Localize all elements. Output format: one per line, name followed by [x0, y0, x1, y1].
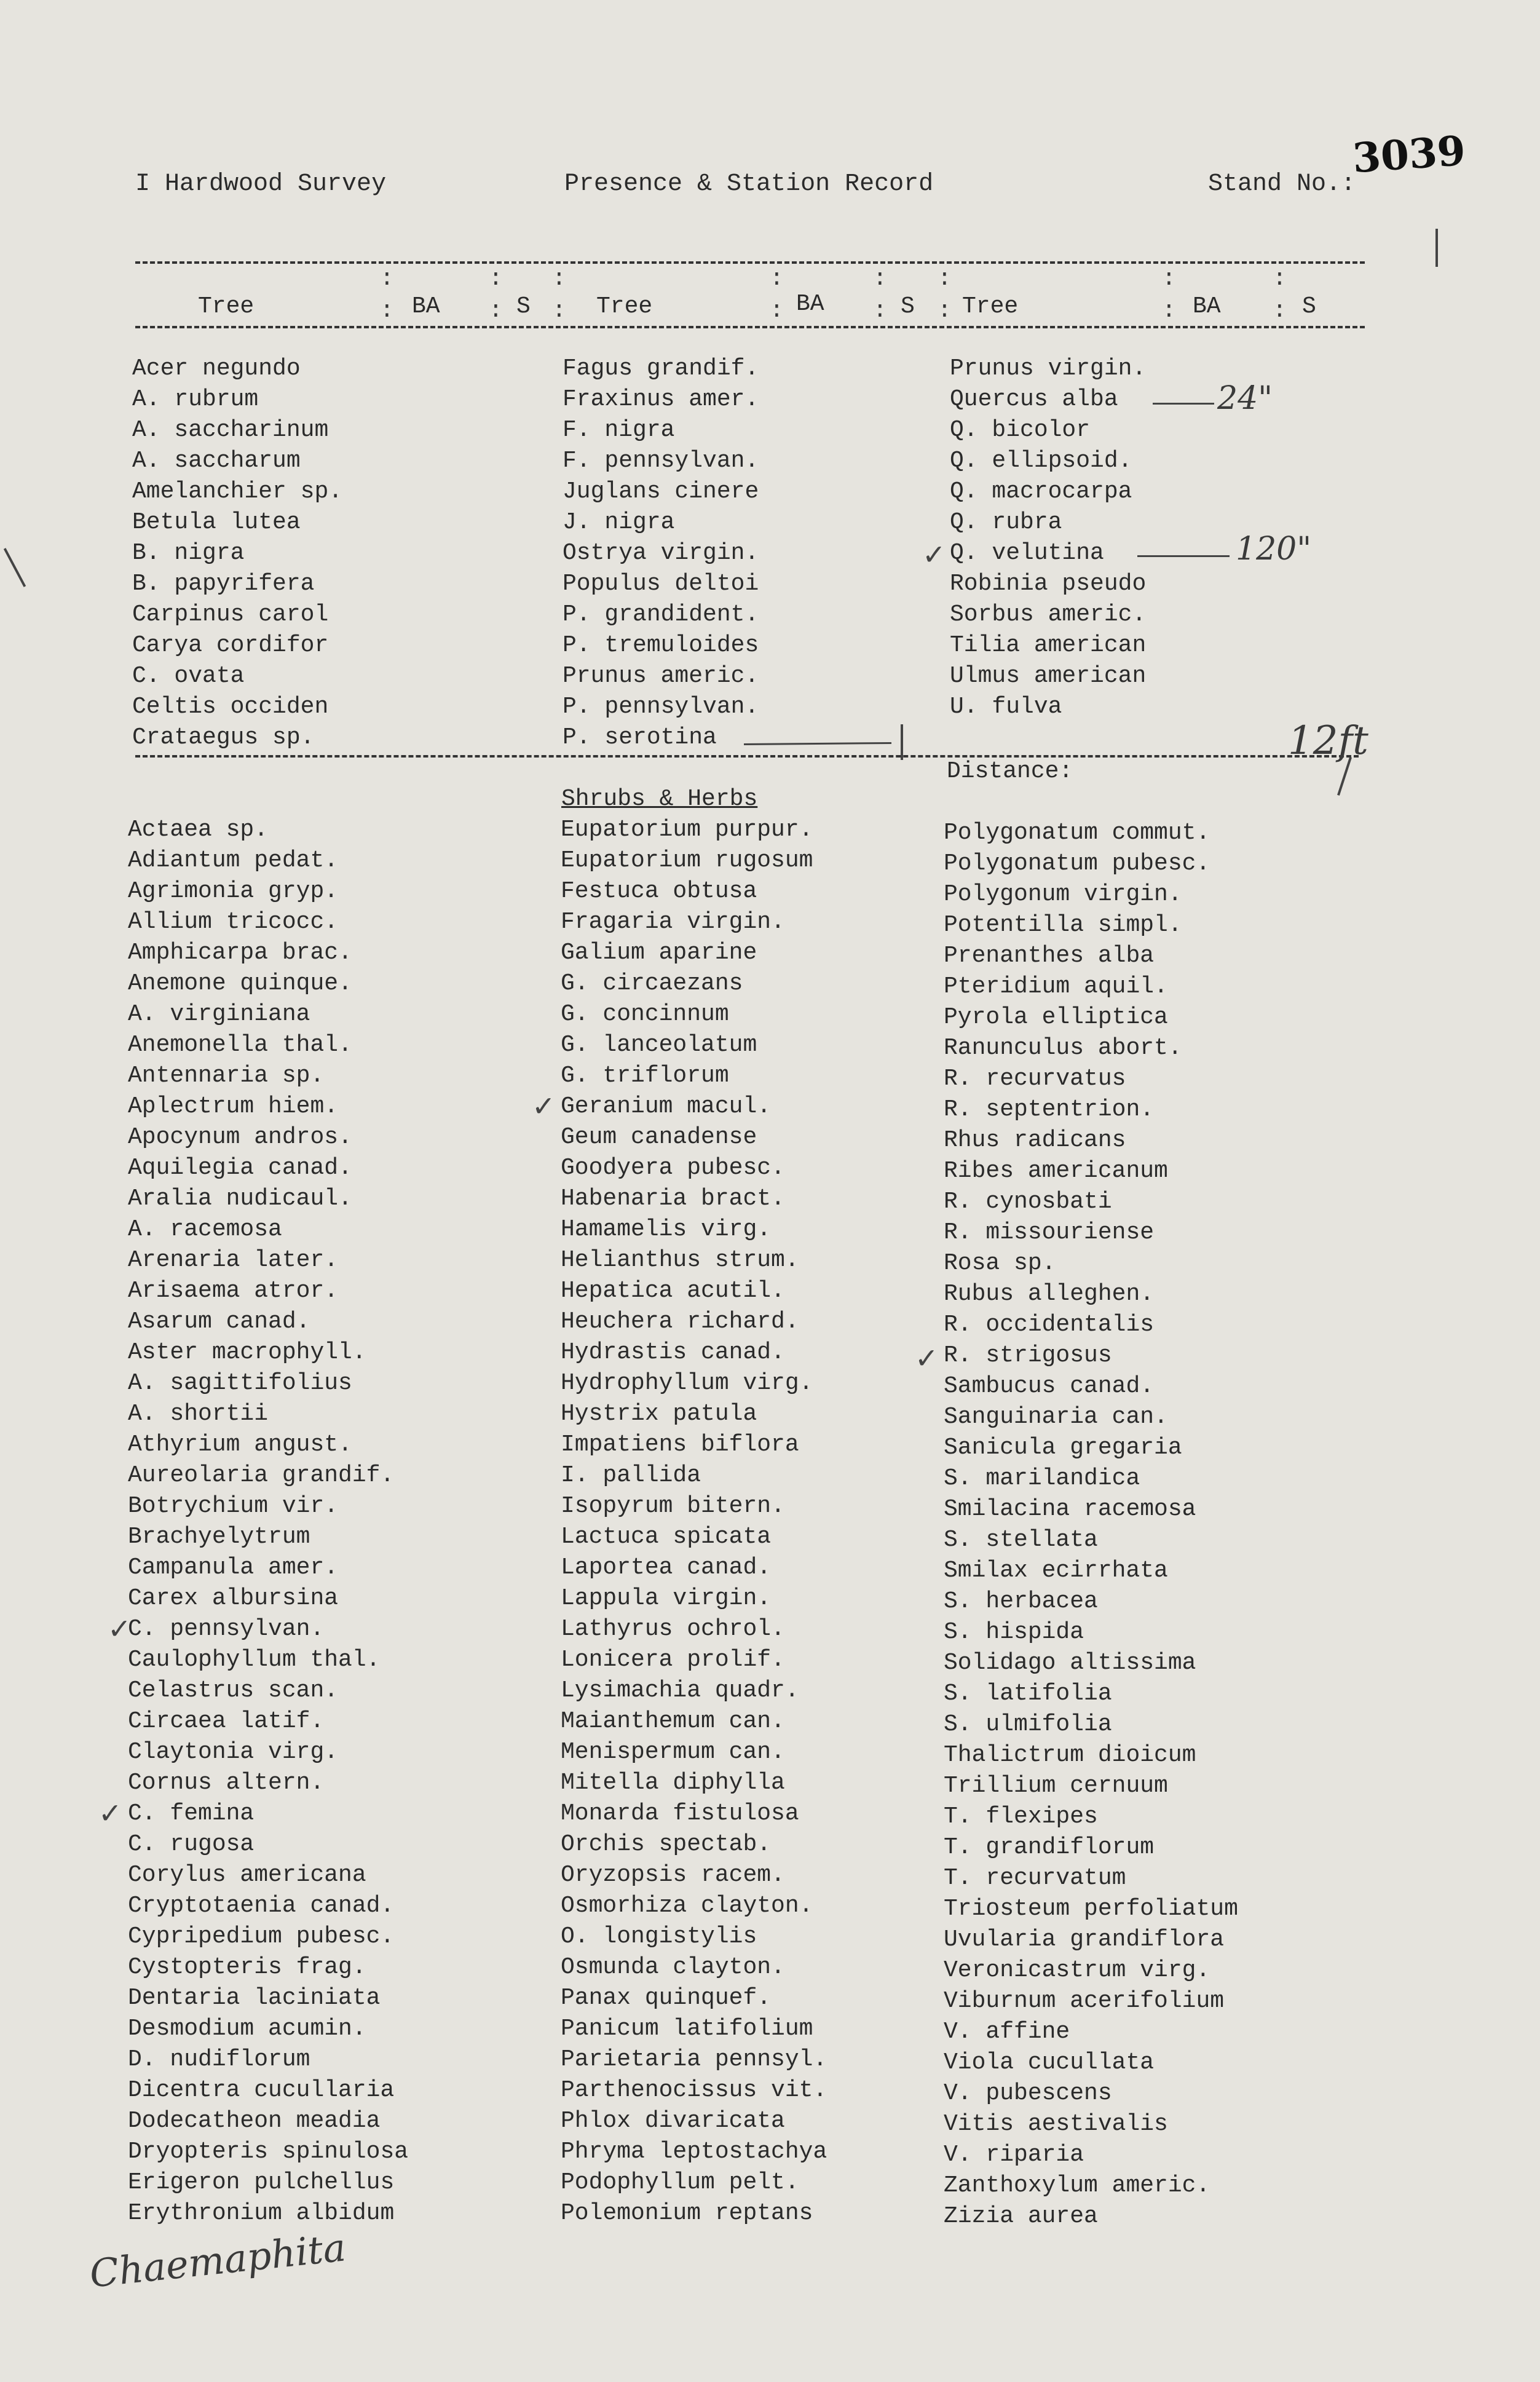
- list-item: Trillium cernuum: [944, 1773, 1168, 1799]
- list-item: Anemonella thal.: [128, 1032, 352, 1058]
- list-item: Hepatica acutil.: [561, 1278, 785, 1304]
- list-item: Festuca obtusa: [561, 878, 757, 904]
- list-item: Cystopteris frag.: [128, 1954, 366, 1980]
- header-colons: : :: [1273, 266, 1287, 324]
- col-header-tree-1: Tree: [198, 293, 255, 320]
- list-item: Podophyllum pelt.: [561, 2169, 799, 2196]
- list-item: Lonicera prolif.: [561, 1647, 785, 1673]
- list-item: A. shortii: [128, 1401, 269, 1427]
- list-item: R. septentrion.: [944, 1096, 1155, 1123]
- pencil-tick-mark: [1435, 229, 1438, 267]
- list-item: Athyrium angust.: [128, 1431, 352, 1458]
- list-item: Polygonatum pubesc.: [944, 850, 1210, 877]
- list-item: R. recurvatus: [944, 1066, 1126, 1092]
- list-item: Sanguinaria can.: [944, 1404, 1168, 1430]
- bottom-handwritten-note: Chaemaphita: [87, 2225, 348, 2297]
- list-item: Ranunculus abort.: [944, 1035, 1182, 1061]
- list-item: Populus deltoi: [563, 571, 759, 597]
- list-item: Hamamelis virg.: [561, 1216, 772, 1243]
- list-item: Aster macrophyll.: [128, 1339, 366, 1366]
- list-item: Dryopteris spinulosa: [128, 2139, 409, 2165]
- list-item: Geum canadense: [561, 1124, 757, 1150]
- list-item: Mitella diphylla: [561, 1770, 785, 1796]
- col-header-tree-2: Tree: [596, 293, 653, 320]
- list-item: Zizia aurea: [944, 2203, 1098, 2230]
- stand-number: 3039: [1351, 126, 1467, 183]
- list-item: Zanthoxylum americ.: [944, 2172, 1210, 2199]
- list-item: Helianthus strum.: [561, 1247, 799, 1273]
- list-item: Pyrola elliptica: [944, 1004, 1168, 1031]
- list-item: Ribes americanum: [944, 1158, 1168, 1184]
- list-item: U. fulva: [950, 694, 1062, 720]
- list-item: C. pennsylvan.: [128, 1616, 325, 1642]
- list-item: Polygonatum commut.: [944, 820, 1210, 846]
- list-item: Sanicula gregaria: [944, 1434, 1182, 1461]
- list-item: Lathyrus ochrol.: [561, 1616, 785, 1642]
- list-item: Amelanchier sp.: [132, 478, 343, 505]
- list-item: Fagus grandif.: [563, 355, 759, 382]
- list-item: Brachyelytrum: [128, 1524, 310, 1550]
- list-item: Prunus virgin.: [950, 355, 1147, 382]
- header-colons: : :: [873, 266, 887, 324]
- stand-label: Stand No.:: [1208, 170, 1356, 198]
- list-item: Anemone quinque.: [128, 970, 352, 997]
- list-item: P. serotina: [563, 724, 717, 751]
- list-item: R. strigosus: [944, 1342, 1112, 1369]
- list-item: Veronicastrum virg.: [944, 1957, 1210, 1984]
- list-item: Q. bicolor: [950, 417, 1091, 443]
- list-item: Aralia nudicaul.: [128, 1185, 352, 1212]
- geranium-check-icon: ✓: [532, 1090, 556, 1123]
- list-item: T. flexipes: [944, 1803, 1098, 1830]
- list-item: F. nigra: [563, 417, 675, 443]
- list-item: B. nigra: [132, 540, 245, 566]
- list-item: Celtis occiden: [132, 694, 329, 720]
- list-item: Panax quinquef.: [561, 1985, 772, 2011]
- list-item: I. pallida: [561, 1462, 701, 1489]
- list-item: Phryma leptostachya: [561, 2139, 827, 2165]
- list-item: Oryzopsis racem.: [561, 1862, 785, 1888]
- record-title: Presence & Station Record: [564, 170, 934, 198]
- list-item: Menispermum can.: [561, 1739, 785, 1765]
- header-colons: : :: [770, 266, 784, 324]
- list-item: Quercus alba: [950, 386, 1118, 413]
- list-item: Ulmus american: [950, 663, 1147, 689]
- list-item: Solidago altissima: [944, 1650, 1196, 1676]
- list-item: O. longistylis: [561, 1923, 757, 1950]
- list-item: Maianthemum can.: [561, 1708, 785, 1735]
- list-item: Cornus altern.: [128, 1770, 325, 1796]
- list-item: Parthenocissus vit.: [561, 2077, 827, 2103]
- velutina-size-line: [1137, 555, 1230, 557]
- list-item: Carex albursina: [128, 1585, 339, 1612]
- col-header-ba-2: BA: [796, 291, 824, 317]
- list-item: Juglans cinere: [563, 478, 759, 505]
- list-item: A. virginiana: [128, 1001, 310, 1027]
- list-item: Polygonum virgin.: [944, 881, 1182, 908]
- femina-check-icon: ✓: [98, 1797, 122, 1830]
- col-header-tree-3: Tree: [962, 293, 1019, 320]
- list-item: Campanula amer.: [128, 1554, 339, 1581]
- list-item: Polemonium reptans: [561, 2200, 813, 2226]
- list-item: Prunus americ.: [563, 663, 759, 689]
- section-divider: [135, 755, 1359, 758]
- list-item: Thalictrum dioicum: [944, 1742, 1196, 1768]
- list-item: A. saccharum: [132, 448, 301, 474]
- header-rule-bottom: [135, 326, 1365, 328]
- list-item: G. lanceolatum: [561, 1032, 757, 1058]
- list-item: Circaea latif.: [128, 1708, 325, 1735]
- list-item: Cypripedium pubesc.: [128, 1923, 395, 1950]
- tree-list-col-2: [563, 354, 759, 753]
- list-item: Tilia american: [950, 632, 1147, 659]
- col-header-ba-1: BA: [412, 293, 440, 320]
- list-item: D. nudiflorum: [128, 2046, 310, 2073]
- list-item: Orchis spectab.: [561, 1831, 772, 1858]
- list-item: Fraxinus amer.: [563, 386, 759, 413]
- list-item: Apocynum andros.: [128, 1124, 352, 1150]
- list-item: Eupatorium rugosum: [561, 847, 813, 874]
- list-item: Sambucus canad.: [944, 1373, 1155, 1399]
- list-item: Antennaria sp.: [128, 1062, 325, 1089]
- col-header-s-1: S: [516, 293, 531, 320]
- list-item: R. occidentalis: [944, 1312, 1155, 1338]
- list-item: Osmunda clayton.: [561, 1954, 785, 1980]
- list-item: V. pubescens: [944, 2080, 1112, 2107]
- list-item: Lysimachia quadr.: [561, 1677, 799, 1704]
- shrubs-herbs-title: Shrubs & Herbs: [561, 786, 758, 812]
- list-item: Rubus alleghen.: [944, 1281, 1155, 1307]
- list-item: Fragaria virgin.: [561, 909, 785, 935]
- list-item: Carya cordifor: [132, 632, 329, 659]
- serotina-line: [744, 742, 891, 745]
- list-item: S. marilandica: [944, 1465, 1140, 1492]
- list-item: Goodyera pubesc.: [561, 1155, 785, 1181]
- list-item: Pteridium aquil.: [944, 973, 1168, 1000]
- header-rule-top: [135, 261, 1365, 264]
- list-item: Crataegus sp.: [132, 724, 315, 751]
- list-item: A. racemosa: [128, 1216, 282, 1243]
- list-item: Arisaema atror.: [128, 1278, 339, 1304]
- list-item: S. ulmifolia: [944, 1711, 1112, 1738]
- strigosus-check-icon: ✓: [915, 1342, 939, 1375]
- list-item: T. grandiflorum: [944, 1834, 1155, 1861]
- list-item: Phlox divaricata: [561, 2108, 785, 2134]
- list-item: Viola cucullata: [944, 2049, 1155, 2076]
- list-item: Hystrix patula: [561, 1401, 757, 1427]
- survey-title: I Hardwood Survey: [135, 170, 387, 198]
- list-item: Agrimonia gryp.: [128, 878, 339, 904]
- list-item: Galium aparine: [561, 940, 757, 966]
- list-item: Aureolaria grandif.: [128, 1462, 395, 1489]
- list-item: Aquilegia canad.: [128, 1155, 352, 1181]
- distance-label: Distance:: [947, 758, 1073, 785]
- list-item: J. nigra: [563, 509, 675, 536]
- list-item: Q. velutina: [950, 540, 1104, 566]
- list-item: F. pennsylvan.: [563, 448, 759, 474]
- margin-pencil-mark: [4, 548, 26, 587]
- list-item: Habenaria bract.: [561, 1185, 785, 1212]
- list-item: G. concinnum: [561, 1001, 729, 1027]
- list-item: Uvularia grandiflora: [944, 1926, 1225, 1953]
- list-item: Geranium macul.: [561, 1093, 772, 1120]
- list-item: Lactuca spicata: [561, 1524, 772, 1550]
- distance-value: 12ft: [1288, 718, 1368, 764]
- list-item: G. triflorum: [561, 1062, 729, 1089]
- list-item: Caulophyllum thal.: [128, 1647, 381, 1673]
- col-header-s-2: S: [901, 293, 915, 320]
- header-colons: : :: [552, 266, 566, 324]
- list-item: Prenanthes alba: [944, 943, 1155, 969]
- list-item: Vitis aestivalis: [944, 2111, 1168, 2137]
- list-item: V. affine: [944, 2019, 1070, 2045]
- list-item: Rosa sp.: [944, 1250, 1056, 1276]
- tree-list-col-1: [132, 354, 342, 753]
- list-item: Parietaria pennsyl.: [561, 2046, 827, 2073]
- list-item: Rhus radicans: [944, 1127, 1126, 1153]
- list-item: Laportea canad.: [561, 1554, 772, 1581]
- list-item: Erythronium albidum: [128, 2200, 395, 2226]
- tree-list-col-3: [950, 354, 1146, 722]
- list-item: Hydrastis canad.: [561, 1339, 785, 1366]
- list-item: A. saccharinum: [132, 417, 329, 443]
- list-item: Smilacina racemosa: [944, 1496, 1196, 1522]
- list-item: R. missouriense: [944, 1219, 1155, 1246]
- header-colons: : :: [1162, 266, 1176, 324]
- list-item: Arenaria later.: [128, 1247, 339, 1273]
- velutina-check-icon: ✓: [922, 538, 946, 571]
- list-item: Q. ellipsoid.: [950, 448, 1132, 474]
- list-item: Betula lutea: [132, 509, 301, 536]
- list-item: Eupatorium purpur.: [561, 817, 813, 843]
- list-item: Amphicarpa brac.: [128, 940, 352, 966]
- list-item: S. herbacea: [944, 1588, 1098, 1615]
- list-item: Viburnum acerifolium: [944, 1988, 1225, 2014]
- list-item: P. grandident.: [563, 601, 759, 628]
- list-item: Botrychium vir.: [128, 1493, 339, 1519]
- list-item: Monarda fistulosa: [561, 1800, 799, 1827]
- list-item: Isopyrum bitern.: [561, 1493, 785, 1519]
- list-item: S. stellata: [944, 1527, 1098, 1553]
- header-colons: : :: [489, 266, 503, 324]
- list-item: V. riparia: [944, 2142, 1084, 2168]
- list-item: Hydrophyllum virg.: [561, 1370, 813, 1396]
- list-item: P. pennsylvan.: [563, 694, 759, 720]
- list-item: Aplectrum hiem.: [128, 1093, 339, 1120]
- list-item: Allium tricocc.: [128, 909, 339, 935]
- list-item: B. papyrifera: [132, 571, 315, 597]
- list-item: Erigeron pulchellus: [128, 2169, 395, 2196]
- list-item: S. hispida: [944, 1619, 1084, 1645]
- list-item: C. femina: [128, 1800, 255, 1827]
- list-item: Q. macrocarpa: [950, 478, 1132, 505]
- list-item: Q. rubra: [950, 509, 1062, 536]
- pennsylvan-check-icon: ✓: [108, 1612, 132, 1645]
- velutina-size-note: 120": [1236, 531, 1312, 568]
- list-item: Lappula virgin.: [561, 1585, 772, 1612]
- list-item: G. circaezans: [561, 970, 743, 997]
- list-item: Desmodium acumin.: [128, 2016, 366, 2042]
- list-item: Actaea sp.: [128, 817, 269, 843]
- list-item: Robinia pseudo: [950, 571, 1147, 597]
- list-item: Sorbus americ.: [950, 601, 1147, 628]
- list-item: Claytonia virg.: [128, 1739, 339, 1765]
- list-item: T. recurvatum: [944, 1865, 1126, 1891]
- alba-size-note: 24": [1217, 380, 1273, 417]
- list-item: A. rubrum: [132, 386, 259, 413]
- list-item: Dentaria laciniata: [128, 1985, 381, 2011]
- list-item: Acer negundo: [132, 355, 301, 382]
- list-item: Heuchera richard.: [561, 1308, 799, 1335]
- herb-list-col-2: [561, 815, 827, 2229]
- list-item: Potentilla simpl.: [944, 912, 1182, 938]
- list-item: Adiantum pedat.: [128, 847, 339, 874]
- header-colons: : :: [938, 266, 952, 324]
- list-item: Ostrya virgin.: [563, 540, 759, 566]
- list-item: Asarum canad.: [128, 1308, 310, 1335]
- list-item: Dicentra cucullaria: [128, 2077, 395, 2103]
- list-item: R. cynosbati: [944, 1189, 1112, 1215]
- list-item: Smilax ecirrhata: [944, 1557, 1168, 1584]
- col-header-ba-3: BA: [1193, 293, 1221, 320]
- header-colons: : :: [380, 266, 394, 324]
- list-item: Osmorhiza clayton.: [561, 1893, 813, 1919]
- list-item: Triosteum perfoliatum: [944, 1896, 1238, 1922]
- list-item: Celastrus scan.: [128, 1677, 339, 1704]
- alba-size-line: [1153, 403, 1214, 405]
- list-item: Impatiens biflora: [561, 1431, 799, 1458]
- list-item: Panicum latifolium: [561, 2016, 813, 2042]
- list-item: S. latifolia: [944, 1680, 1112, 1707]
- herb-list-col-3: [944, 818, 1238, 2232]
- list-item: Cryptotaenia canad.: [128, 1893, 395, 1919]
- list-item: A. sagittifolius: [128, 1370, 352, 1396]
- list-item: C. rugosa: [128, 1831, 255, 1858]
- list-item: Carpinus carol: [132, 601, 329, 628]
- list-item: C. ovata: [132, 663, 245, 689]
- list-item: Dodecatheon meadia: [128, 2108, 381, 2134]
- list-item: Corylus americana: [128, 1862, 366, 1888]
- list-item: P. tremuloides: [563, 632, 759, 659]
- herb-list-col-1: [128, 815, 408, 2229]
- col-header-s-3: S: [1302, 293, 1316, 320]
